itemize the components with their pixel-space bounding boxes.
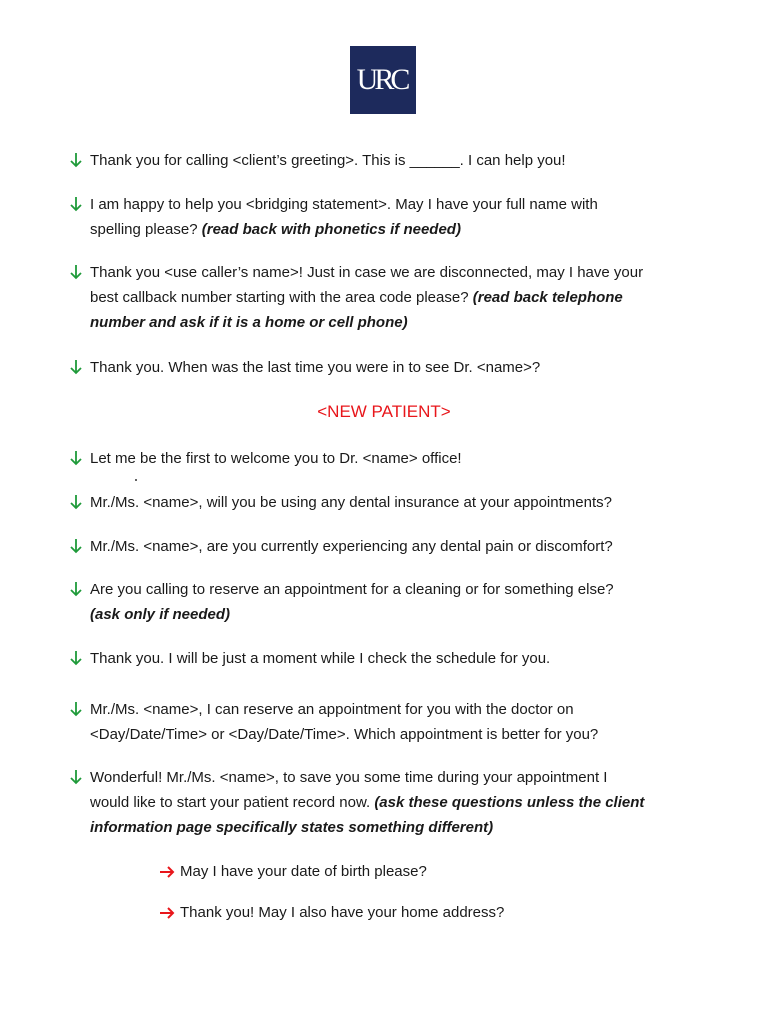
item-note: number and ask if it is a home or cell phone) bbox=[90, 314, 408, 331]
script-item-check-schedule bbox=[68, 646, 708, 671]
item-text: Let me be the first to welcome you to Dr. <name> office! bbox=[90, 450, 462, 467]
item-note: (read back telephone bbox=[472, 289, 623, 306]
down-arrow-icon bbox=[68, 447, 84, 469]
down-arrow-icon bbox=[68, 193, 84, 215]
item-note: (read back with phonetics if needed) bbox=[201, 221, 461, 238]
sub-item-text: May I have your date of birth please? bbox=[180, 863, 427, 880]
down-arrow-icon bbox=[68, 261, 84, 283]
right-arrow-icon bbox=[158, 901, 176, 923]
item-text: Wonderful! Mr./Ms. <name>, to save you some time during your appointment I bbox=[90, 769, 608, 786]
sub-item-home-address bbox=[158, 900, 718, 925]
down-arrow-icon bbox=[68, 698, 84, 720]
item-text: I am happy to help you <bridging statement>. May I have your full name with bbox=[90, 196, 598, 213]
sub-item-text: Thank you! May I also have your home address? bbox=[180, 904, 505, 921]
item-text: Thank you. When was the last time you were in to see Dr. <name>? bbox=[90, 359, 541, 376]
down-arrow-icon bbox=[68, 356, 84, 378]
right-arrow-icon bbox=[158, 860, 176, 882]
sub-item-date-of-birth bbox=[158, 859, 718, 884]
down-arrow-icon bbox=[68, 149, 84, 171]
script-item-patient-record bbox=[68, 765, 708, 840]
script-item-insurance bbox=[68, 490, 708, 515]
down-arrow-icon bbox=[68, 647, 84, 669]
item-text: best callback number starting with the area code please? bbox=[90, 289, 473, 306]
item-text: Mr./Ms. <name>, I can reserve an appointment for you with the doctor on bbox=[90, 701, 574, 718]
item-text: would like to start your patient record now. bbox=[90, 794, 375, 811]
script-item-welcome bbox=[68, 446, 708, 471]
item-text: <Day/Date/Time> or <Day/Date/Time>. Which appointment is better for you? bbox=[90, 726, 599, 743]
item-note: information page specifically states something different) bbox=[90, 819, 494, 836]
item-text: Thank you. I will be just a moment while I check the schedule for you. bbox=[90, 650, 551, 667]
script-item-callback-number bbox=[68, 260, 708, 335]
logo-text: URC bbox=[356, 63, 407, 96]
script-item-dental-pain bbox=[68, 534, 708, 559]
down-arrow-icon bbox=[68, 535, 84, 557]
item-text: Mr./Ms. <name>, are you currently experiencing any dental pain or discomfort? bbox=[90, 538, 613, 555]
down-arrow-icon bbox=[68, 491, 84, 513]
urc-logo bbox=[350, 46, 416, 114]
item-text: Mr./Ms. <name>, will you be using any dental insurance at your appointments? bbox=[90, 494, 612, 511]
section-heading-new-patient: <NEW PATIENT> bbox=[317, 402, 451, 421]
script-item-greeting bbox=[68, 148, 708, 173]
script-item-appointment-type bbox=[68, 577, 708, 627]
item-text: Thank you <use caller’s name>! Just in case we are disconnected, may I have your bbox=[90, 264, 644, 281]
down-arrow-icon bbox=[68, 766, 84, 788]
stray-dot bbox=[135, 479, 137, 481]
script-item-full-name bbox=[68, 192, 708, 242]
item-note: (ask these questions unless the client bbox=[374, 794, 645, 811]
item-note: (ask only if needed) bbox=[90, 606, 231, 623]
down-arrow-icon bbox=[68, 578, 84, 600]
script-item-reserve-appointment bbox=[68, 697, 708, 747]
script-item-last-visit bbox=[68, 355, 708, 380]
item-text: Are you calling to reserve an appointment for a cleaning or for something else? bbox=[90, 581, 614, 598]
item-text: spelling please? bbox=[90, 221, 202, 238]
item-text: Thank you for calling <client’s greeting>. This is ______. I can help you! bbox=[90, 152, 566, 169]
